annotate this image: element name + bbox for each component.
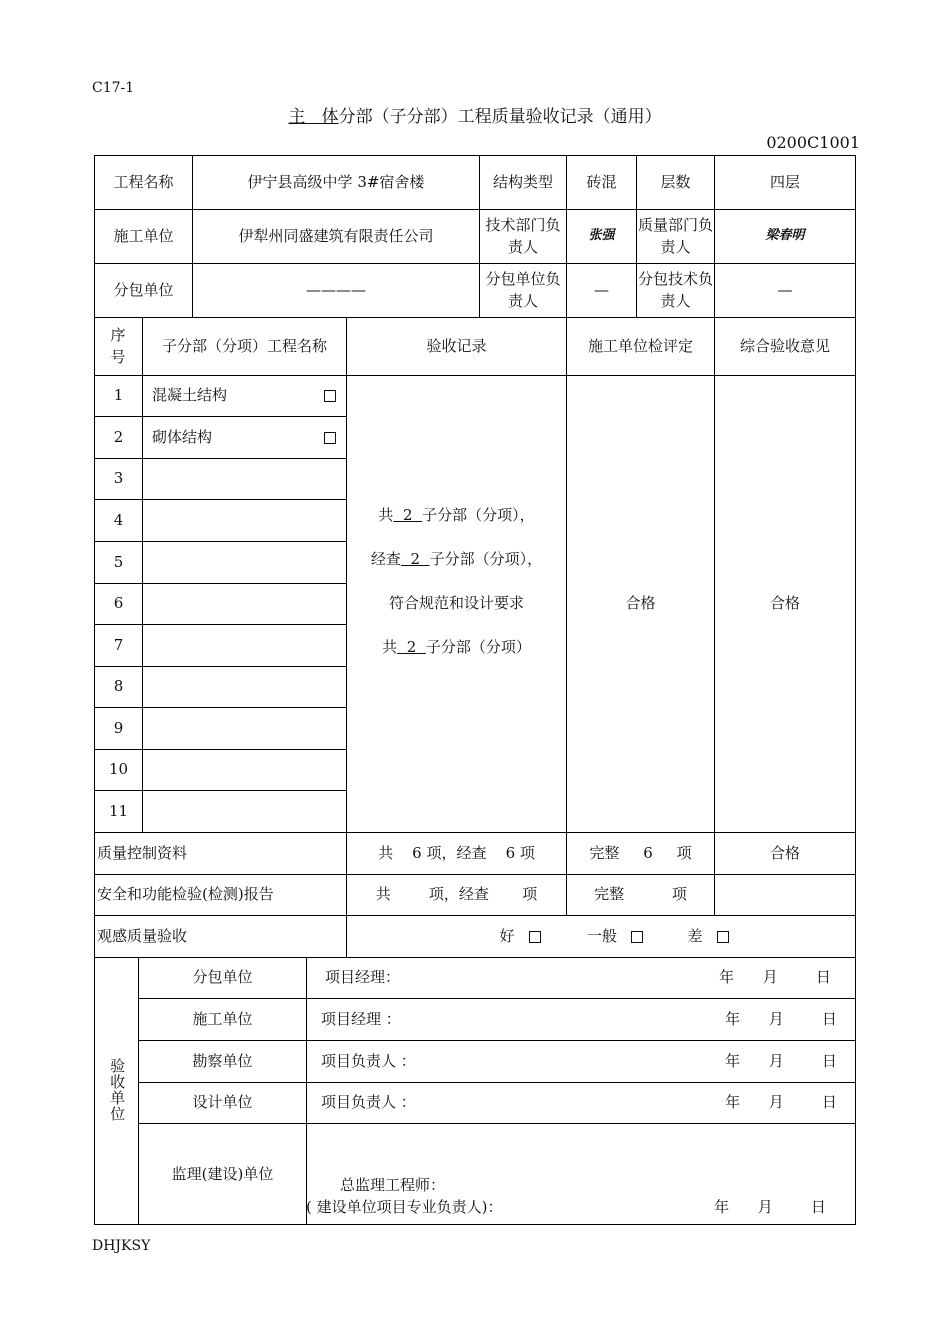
record-line-4: 共 2 子分部（分项） xyxy=(382,638,531,657)
record-line-1: 共 2 子分部（分项）， xyxy=(378,506,535,525)
poor-checkbox xyxy=(717,931,729,943)
row-name: 砌体结构 xyxy=(152,427,213,446)
acceptance-date: 年 月 日 xyxy=(725,1009,837,1028)
record-line-2: 经查 2 子分部（分项）， xyxy=(370,550,543,569)
appearance-good[interactable]: 好 xyxy=(490,916,550,957)
title-suffix: 分部（子分部）工程质量验收记录（通用） xyxy=(338,107,662,127)
acceptance-role: 项目负责人 ： xyxy=(321,1051,416,1070)
col-header-record: 验收记录 xyxy=(426,336,487,355)
qc-docs-complete: 完整 6 项 xyxy=(589,843,692,862)
title-field: 主 体 xyxy=(288,107,339,127)
row-number: 1 xyxy=(113,386,124,405)
tech-head-signature: 张强 xyxy=(588,228,615,244)
floors-value: 四层 xyxy=(769,172,800,191)
sub-tech-label: 分包技术负责人 xyxy=(637,269,713,310)
acceptance-date: 年 月 日 xyxy=(719,968,831,987)
row-number: 2 xyxy=(113,427,124,446)
tech-head-label: 技术部门负责人 xyxy=(485,215,561,256)
form-code: C17-1 xyxy=(92,80,135,96)
row-checkbox[interactable] xyxy=(316,376,340,416)
row-number: 4 xyxy=(113,510,124,529)
row-number: 5 xyxy=(113,552,124,571)
footer-code: DHJKSY xyxy=(92,1238,151,1254)
acceptance-role: 项目负责人 ： xyxy=(321,1093,416,1112)
row-number: 11 xyxy=(108,801,129,820)
acceptance-unit: 分包单位 xyxy=(192,968,253,987)
opinion-result: 合格 xyxy=(769,594,800,613)
row-number: 9 xyxy=(113,718,124,737)
acceptance-unit: 施工单位 xyxy=(192,1009,253,1028)
row-checkbox[interactable] xyxy=(316,417,340,458)
safety-complete: 完整 项 xyxy=(594,885,687,904)
row-number: 3 xyxy=(113,469,124,488)
col-header-no: 序号 xyxy=(110,325,126,366)
contractor-value: 伊犁州同盛建筑有限责任公司 xyxy=(238,226,434,245)
safety-label: 安全和功能检验(检测)报告 xyxy=(97,885,274,904)
acceptance-unit: 勘察单位 xyxy=(192,1051,253,1070)
acceptance-date: 年 月 日 xyxy=(725,1051,837,1070)
good-checkbox xyxy=(529,931,541,943)
structure-type-label: 结构类型 xyxy=(492,172,553,191)
record-line-3: 符合规范和设计要求 xyxy=(388,594,524,613)
acceptance-vertical-label: 验收单位 xyxy=(108,1058,127,1122)
supervisor-unit: 监理(建设)单位 xyxy=(171,1165,274,1184)
quality-head-label: 质量部门负责人 xyxy=(637,215,713,256)
project-name-label: 工程名称 xyxy=(113,172,174,191)
contractor-label: 施工单位 xyxy=(113,226,174,245)
page-title xyxy=(0,102,950,127)
qc-docs-label: 质量控制资料 xyxy=(97,843,188,862)
sub-tech-value: — xyxy=(777,280,793,299)
structure-type-value: 砖混 xyxy=(586,172,617,191)
qc-docs-record: 共 6 项，经查 6 项 xyxy=(378,843,535,862)
quality-head-signature: 梁春明 xyxy=(765,228,805,244)
appearance-label: 观感质量验收 xyxy=(97,926,188,945)
acceptance-unit: 设计单位 xyxy=(192,1093,253,1112)
supervisor-role-1: 总监理工程师： xyxy=(340,1176,446,1195)
appearance-poor[interactable]: 差 xyxy=(680,916,736,957)
supervisor-date: 年 月 日 xyxy=(714,1198,826,1217)
acceptance-role: 项目经理 ： xyxy=(321,1009,401,1028)
acceptance-date: 年 月 日 xyxy=(725,1093,837,1112)
col-header-self-eval: 施工单位检评定 xyxy=(587,336,693,355)
sub-head-value: — xyxy=(594,280,609,299)
row-number: 8 xyxy=(113,677,124,696)
acceptance-role: 项目经理： xyxy=(325,968,401,987)
project-name-value: 伊宁县高级中学 3#宿舍楼 xyxy=(247,172,425,191)
qc-docs-opinion: 合格 xyxy=(769,843,800,862)
normal-checkbox xyxy=(631,931,643,943)
col-header-opinion: 综合验收意见 xyxy=(739,336,830,355)
safety-record: 共 项，经查 项 xyxy=(375,885,538,904)
subcontractor-value: ———— xyxy=(306,280,366,299)
supervisor-role-2: ( 建设单位项目专业负责人)： xyxy=(306,1198,503,1217)
col-header-name: 子分部（分项）工程名称 xyxy=(161,336,327,355)
row-name: 混凝土结构 xyxy=(152,386,228,405)
floors-label: 层数 xyxy=(660,172,691,191)
subcontractor-label: 分包单位 xyxy=(113,280,174,299)
row-number: 10 xyxy=(108,760,129,779)
sub-head-label: 分包单位负责人 xyxy=(485,269,561,310)
row-number: 6 xyxy=(113,594,124,613)
self-eval-result: 合格 xyxy=(625,594,656,613)
appearance-normal[interactable]: 一般 xyxy=(578,916,652,957)
document-number: 0200C1001 xyxy=(766,133,860,152)
row-number: 7 xyxy=(113,635,124,654)
